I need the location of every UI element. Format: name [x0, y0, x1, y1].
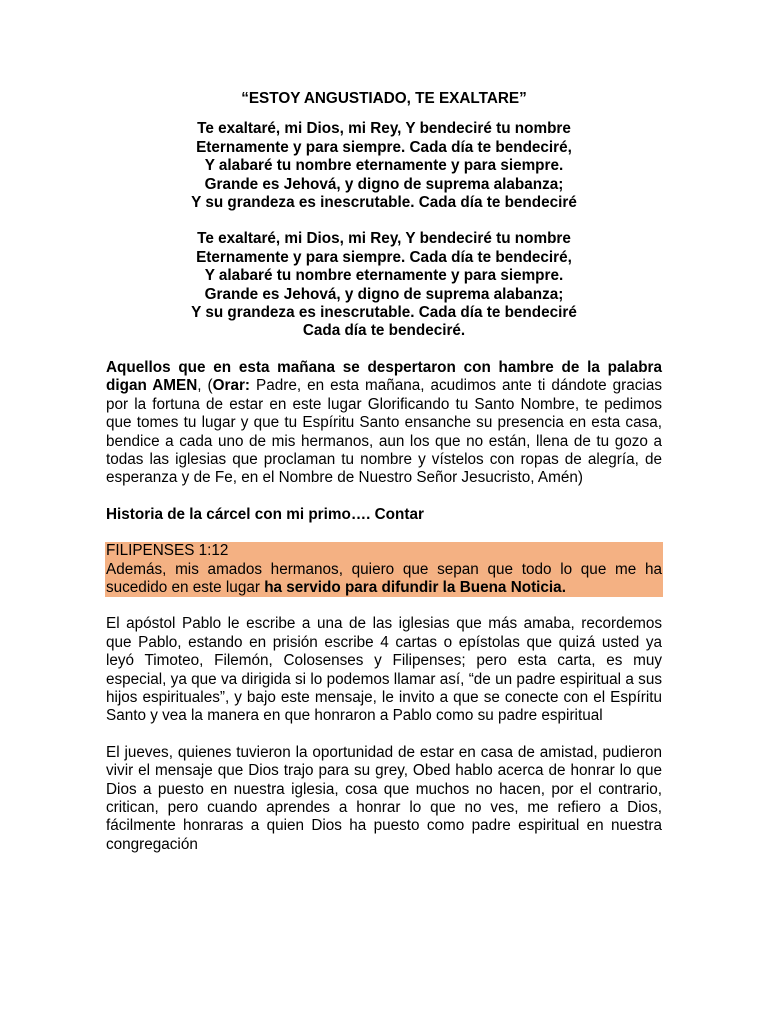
song-title: “ESTOY ANGUSTIADO, TE EXALTARE”: [241, 90, 527, 107]
verse-line: Cada día te bendeciré.: [302, 322, 466, 340]
verse-line: Te exaltaré, mi Dios, mi Rey, Y bendeciré tu nombre: [197, 230, 571, 248]
verse-line: Y su grandeza es inescrutable. Cada día te bendeciré: [191, 194, 577, 212]
prayer-text: Padre, en esta mañana, acudimos ante ti dándote gracias por la fortuna de estar en este lugar Glorificando tu Santo Nombre, te pedimos que tomes tu lugar y que tu Espíritu Santo ensanche su presencia en esta casa, bendice a cada uno de mis hermanos, aun los que no están, llena de tu gozo a todas las iglesias que proclaman tu nombre y vístelos con ropas de alegría, de esperanza y de Fe, en el Nombre de Nuestro Señor Jesucristo, Amén): [106, 377, 662, 487]
story-heading: Historia de la cárcel con mi primo…. Contar: [106, 505, 424, 523]
scripture-body: Además, mis amados hermanos, quiero que sepan que todo lo que me ha sucedido en este lugar: [106, 560, 662, 596]
prayer-intro: Aquellos que en esta mañana se despertaron con hambre de la palabra digan AMEN: [106, 358, 662, 395]
verse-block-1: [106, 120, 662, 212]
prayer-open: , (: [197, 377, 213, 395]
scripture-reference: FILIPENSES 1:12: [106, 542, 229, 560]
scripture-highlight: [105, 542, 663, 597]
verse-line: Y alabaré tu nombre eternamente y para siempre.: [204, 267, 564, 285]
body-paragraph-jueves: El jueves, quienes tuvieron la oportunidad de estar en casa de amistad, pudieron vivir el mensaje que Dios trajo para su grey, Obed hablo acerca de honrar lo que Dios a puesto en nuestra iglesia, cosa que muchos no hacen, por el contrario, critican, pero cuando aprendes a honrar lo que no ves, me refiero a Dios, fácilmente honraras a quien Dios ha puesto como padre espiritual en nuestra congregación: [106, 743, 662, 853]
verse-line: Y su grandeza es inescrutable. Cada día te bendeciré: [191, 304, 577, 322]
verse-line: Y alabaré tu nombre eternamente y para siempre.: [204, 157, 564, 175]
verse-block-2: [106, 230, 662, 340]
prayer-label: Orar:: [212, 377, 251, 395]
verse-line: Eternamente y para siempre. Cada día te bendeciré,: [196, 138, 572, 156]
document-page: [106, 90, 662, 854]
verse-line: Grande es Jehová, y digno de suprema alabanza;: [204, 175, 564, 193]
verse-line: Te exaltaré, mi Dios, mi Rey, Y bendeciré tu nombre: [197, 120, 571, 138]
verse-line: Grande es Jehová, y digno de suprema alabanza;: [204, 285, 564, 303]
scripture-emphasis: ha servido para difundir la Buena Noticia.: [264, 578, 566, 596]
prayer-paragraph: [106, 359, 662, 488]
body-paragraph-pablo: El apóstol Pablo le escribe a una de las iglesias que más amaba, recordemos que Pablo, estando en prisión escribe 4 cartas o epístolas que quizá usted ya leyó Timoteo, Filemón, Colosenses y Filipenses; pero esta carta, es muy especial, ya que va dirigida si lo podemos llamar así, “de un padre espiritual a sus hijos espirituales”, y bajo este mensaje, le invito a que se conecte con el Espíritu Santo y vea la manera en que honraron a Pablo como su padre espiritual: [106, 615, 662, 725]
scripture-text: [106, 561, 662, 598]
verse-line: Eternamente y para siempre. Cada día te bendeciré,: [196, 248, 572, 266]
